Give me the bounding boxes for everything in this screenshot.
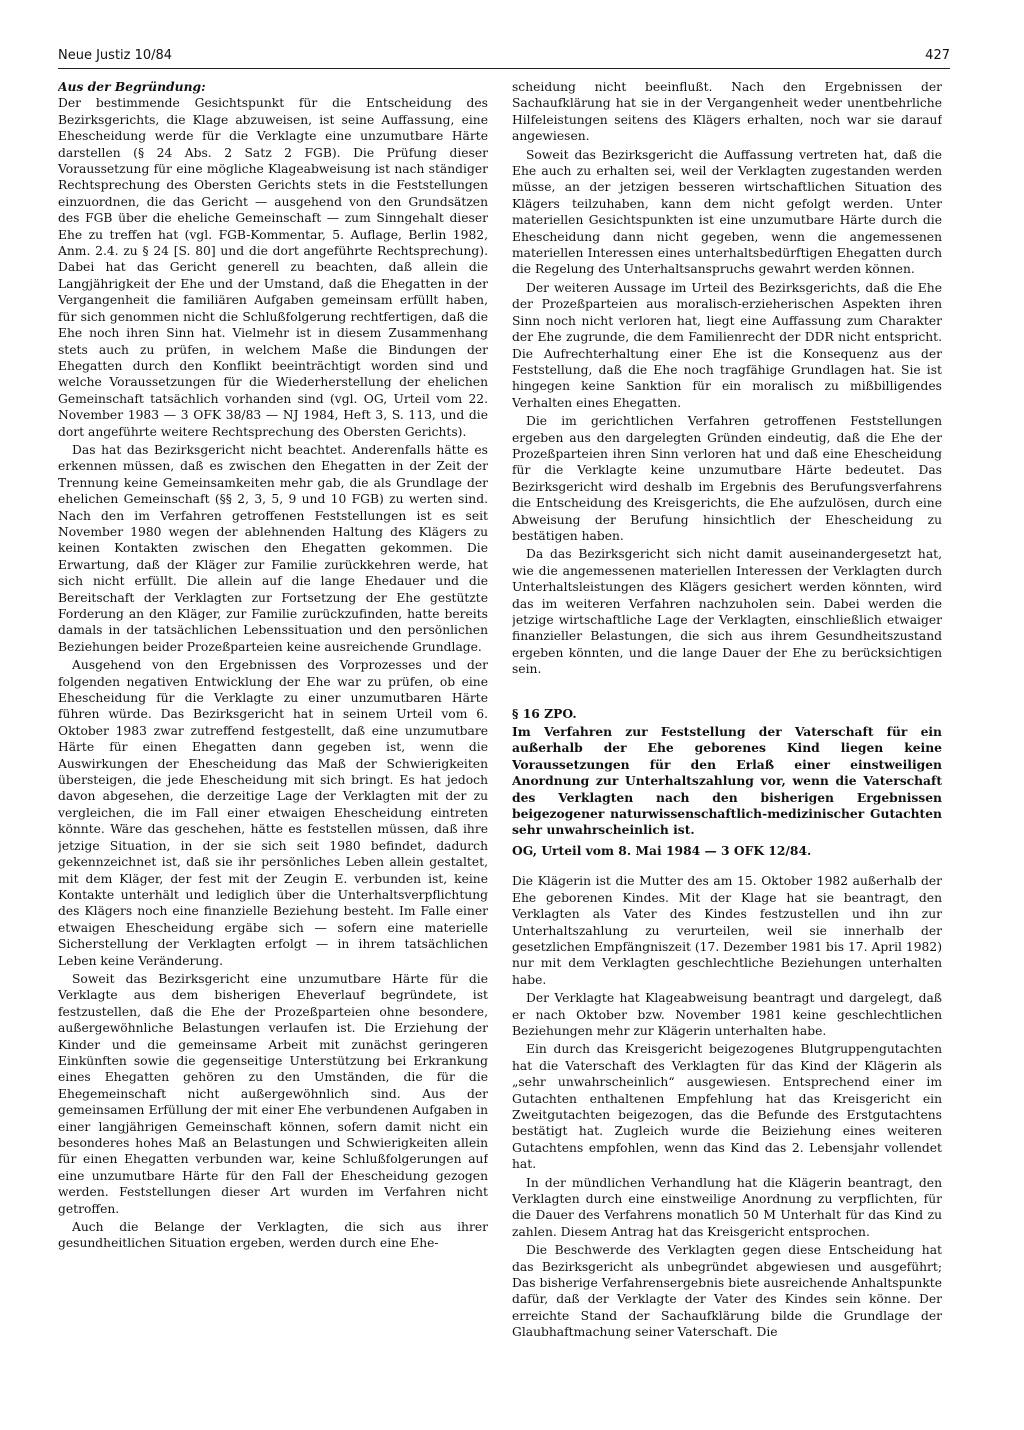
body-paragraph: In der mündlichen Verhandlung hat die Klägerin beantragt, den Verklagten durch eine einstweilige Anordnung zu verpflichten, für die Dauer des Verfahrens monatlich 50 M Unterhalt für das Kind zu zahlen. Diesem Antrag hat das Kreisgericht entsprochen. <box>512 1175 942 1239</box>
page-number: 427 <box>925 48 950 63</box>
body-paragraph: Ein durch das Kreisgericht beigezogenes Blutgruppengutachten hat die Vaterschaft des Verklagten für das Kind der Klägerin als „sehr unwahrscheinlich“ ausgewiesen. Entsprechend einer im Gutachten enthaltenen Empfehlung hat das Kreisgericht ein Zweitgutachten beigezogen, das die Befunde des Erstgutachtens bestätigt hat. Zugleich wurde die Beiziehung eines weiteren Gutachtens empfohlen, wenn das Kind das 2. Lebensjahr vollendet hat. <box>512 1042 942 1172</box>
body-paragraph: Ausgehend von den Ergebnissen des Vorprozesses und der folgenden negativen Entwicklung der Ehe war zu prüfen, ob eine Ehescheidung für die Verklagte zu einer unzumutbaren Härte führen würde. Das Bezirksgericht hat in seinem Urteil vom 6. Oktober 1983 zwar zutreffend festgestellt, daß eine unzumutbare Härte für einen Ehegatten dann gegeben ist, wenn die Auswirkungen der Ehescheidung das Maß der Schwierigkeiten übersteigen, die jede Ehescheidung mit sich bringt. Es hat jedoch davon abgesehen, die derzeitige Lage der Verklagten mit der zu vergleichen, die im Fall einer etwaigen Ehescheidung eintreten könnte. Wäre das geschehen, hätte es feststellen müssen, daß ihre jetzige Situation, in der sie sich seit 1980 befindet, dadurch gekennzeichnet ist, daß sie ihr persönliches Leben allein gestaltet, mit dem Kläger, der fest mit der Zeugin E. verbunden ist, keine Kontakte unterhält und lediglich über die Unterhaltsverpflichtung des Klägers noch eine finanzielle Beziehung besteht. Im Falle einer etwaigen Ehescheidung ergäbe sich — sofern eine materielle Sicherstellung der Verklagten erfolgt — in ihrem tatsächlichen Leben keine Veränderung. <box>58 658 488 968</box>
case-citation: OG, Urteil vom 8. Mai 1984 — 3 OFK 12/84. <box>512 842 812 858</box>
body-paragraph: scheidung nicht beeinflußt. Nach den Ergebnissen der Sachaufklärung hat sie in der Vergangenheit weder unentbehrliche Hilfeleistungen seitens des Klägers erhalten, noch war sie darauf angewiesen. <box>512 80 942 144</box>
body-paragraph: Der bestimmende Gesichtspunkt für die Entscheidung des Bezirksgerichts, die Klage abzuweisen, ist seine Auffassung, eine Ehescheidung werde für die Verklagte eine unzumutbare Härte darstellen (§ 24 Abs. 2 Satz 2 FGB). Die Prüfung dieser Voraussetzung für eine mögliche Klageabweisung ist nach ständiger Rechtsprechung des Obersten Gerichts stets in die Feststellungen einzuordnen, die das Gericht — ausgehend von den Grundsätzen des FGB über die eheliche Gemeinschaft — zum Sinngehalt dieser Ehe zu treffen hat (vgl. FGB-Kommentar, 5. Auflage, Berlin 1982, Anm. 2.4. zu § 24 [S. 80] und die dort angeführte Rechtsprechung). Dabei hat das Gericht generell zu beachten, daß allein die Langjährigkeit der Ehe und der Umstand, daß die Ehegatten in der Vergangenheit die familiären Aufgaben gemeinsam erfüllt haben, für sich genommen nicht die Schlußfolgerung rechtfertigen, daß die Ehe noch ihren Sinn hat. Vielmehr ist in diesem Zusammenhang stets auch zu prüfen, in welchem Maße die Bindungen der Ehegatten durch den Konflikt beeinträchtigt worden sind und welche Voraussetzungen für die Wiederherstellung der ehelichen Gemeinschaft tatsächlich vorhanden sind (vgl. OG, Urteil vom 22. November 1983 — 3 OFK 38/83 — NJ 1984, Heft 3, S. 113, und die dort angeführte weitere Rechtsprechung des Obersten Gerichts). <box>58 96 488 439</box>
body-paragraph: Das hat das Bezirksgericht nicht beachtet. Anderenfalls hätte es erkennen müssen, daß es zwischen den Ehegatten in der Zeit der Trennung keine Gemeinsamkeiten mehr gab, die als Grundlage der ehelichen Gemeinschaft (§§ 2, 3, 5, 9 und 10 FGB) zu werten sind. Nach den im Verfahren getroffenen Feststellungen ist es seit November 1980 wegen der ablehnenden Haltung des Klägers zu keinen Kontakten zwischen den Ehegatten gekommen. Die Erwartung, daß der Kläger zur Familie zurückkehren werde, hat sich nicht erfüllt. Die allein auf die lange Ehedauer und die Bereitschaft der Verklagten zur Fortsetzung der Ehe gestützte Forderung an den Kläger, zur Familie zurückzufinden, hatte bereits damals in der tatsächlichen Lebenssituation und den persönlichen Beziehungen beider Prozeßparteien keine ausreichende Grundlage. <box>58 442 488 654</box>
right-column <box>512 79 942 1343</box>
left-column <box>58 79 488 1254</box>
body-paragraph: Auch die Belange der Verklagten, die sich aus ihrer gesundheitlichen Situation ergeben, werden durch eine Ehe- <box>58 1220 488 1251</box>
body-paragraph: Soweit das Bezirksgericht eine unzumutbare Härte für die Verklagte aus dem bisherigen Eheverlauf begründete, ist festzustellen, daß die Ehe der Prozeßparteien ohne besondere, außergewöhnliche Belastungen verlaufen ist. Die Erziehung der Kinder und die gemeinsame Arbeit mit zunächst geringeren Einkünften sowie die gegenseitige Unterstützung bei Erkrankung eines Ehegatten gehören zu den Umständen, die für die Ehegemeinschaft nicht außergewöhnlich sind. Aus der gemeinsamen Erfüllung der mit einer Ehe verbundenen Aufgaben in einer langjährigen Gemeinschaft können, sofern damit nicht ein besonderes hohes Maß an Belastungen und Schwierigkeiten allein für einen Ehegatten verbunden war, keine Schlußfolgerungen auf eine unzumutbare Härte für den Fall der Ehescheidung gezogen werden. Feststellungen dieser Art wurden im Verfahren nicht getroffen. <box>58 971 488 1216</box>
journal-title: Neue Justiz 10/84 <box>58 48 173 63</box>
header-rule <box>58 68 950 69</box>
body-paragraph: Der weiteren Aussage im Urteil des Bezirksgerichts, daß die Ehe der Prozeßparteien aus moralisch-erzieherischen Aspekten ihren Sinn noch nicht verloren hat, liegt eine Auffassung zum Charakter der Ehe zugrunde, die dem Familienrecht der DDR nicht entspricht. Die Aufrechterhaltung einer Ehe ist die Konsequenz aus der Feststellung, daß die Ehe noch tragfähige Grundlagen hat. Sie ist hingegen keine Sanktion für ein moralisch zu mißbilligendes Verhalten eines Ehegatten. <box>512 280 942 410</box>
body-paragraph: Die Beschwerde des Verklagten gegen diese Entscheidung hat das Bezirksgericht als unbegründet abgewiesen und ausgeführt; Das bisherige Verfahrensergebnis biete ausreichende Anhaltspunkte dafür, daß der Verklagte der Vater des Kindes sein könne. Der erreichte Stand der Sachaufklärung bilde die Grundlage der Glaubhaftmachung seiner Vaterschaft. Die <box>512 1243 942 1340</box>
body-paragraph: Die Klägerin ist die Mutter des am 15. Oktober 1982 außerhalb der Ehe geborenen Kindes. Mit der Klage hat sie beantragt, den Verklagten als Vater des Kindes festzustellen und ihn zur Unterhaltszahlung zu verurteilen, weil sie innerhalb der gesetzlichen Empfängniszeit (17. Dezember 1981 bis 17. April 1982) nur mit dem Verklagten geschlechtliche Beziehungen unterhalten habe. <box>512 874 942 987</box>
section-subheading: Aus der Begründung: <box>58 79 206 94</box>
body-paragraph: Der Verklagte hat Klageabweisung beantragt und dargelegt, daß er nach Oktober bzw. November 1981 keine geschlechtlichen Beziehungen mehr zur Klägerin unterhalten habe. <box>512 991 942 1038</box>
statute-section-title: § 16 ZPO. <box>512 705 577 721</box>
body-paragraph: Die im gerichtlichen Verfahren getroffenen Feststellungen ergeben aus den dargelegten Gründen eindeutig, daß die Ehe der Prozeßparteien ihren Sinn verloren hat und daß eine Ehescheidung für die Verklagte keine unzumutbare Härte bedeutet. Das Bezirksgericht wird deshalb im Ergebnis des Berufungsverfahrens die Entscheidung des Kreisgerichts, die Ehe aufzulösen, durch eine Abweisung der Berufung hinsichtlich der Ehescheidung zu bestätigen haben. <box>512 414 942 543</box>
body-paragraph: Da das Bezirksgericht sich nicht damit auseinandergesetzt hat, wie die angemessenen materiellen Interessen der Verklagten durch Unterhaltsleistungen des Klägers gesichert werden könnten, wird das im weiteren Verfahren nachzuholen sein. Dabei werden die jetzige wirtschaftliche Lage der Verklagten, einschließlich etwaiger finanzieller Belastungen, die sich aus ihrem Gesundheitszustand ergeben könnten, und die lange Dauer der Ehe zu berücksichtigen sein. <box>512 547 942 677</box>
case-headnote: Im Verfahren zur Feststellung der Vaterschaft für ein außerhalb der Ehe geborenes Kind liegen keine Voraussetzungen für den Erlaß einer einstweiligen Anordnung zur Unterhaltszahlung vor, wenn die Vaterschaft des Verklagten nach den bisherigen Ergebnissen beigezogener naturwissenschaftlich-medizinischer Gutachten sehr unwahrscheinlich ist. <box>512 724 942 838</box>
body-paragraph: Soweit das Bezirksgericht die Auffassung vertreten hat, daß die Ehe auch zu erhalten sei, weil der Verklagten zugestanden werden müsse, an der jetzigen besseren wirtschaftlichen Situation des Klägers teilzuhaben, kann dem nicht gefolgt werden. Unter materiellen Gesichtspunkten ist eine unzumutbare Härte durch die Ehescheidung dann nicht gegeben, wenn die angemessenen materiellen Interessen eines unterhaltsbedürftigen Ehegatten durch die Regelung des Unterhaltsanspruchs gewahrt werden können. <box>512 147 942 277</box>
